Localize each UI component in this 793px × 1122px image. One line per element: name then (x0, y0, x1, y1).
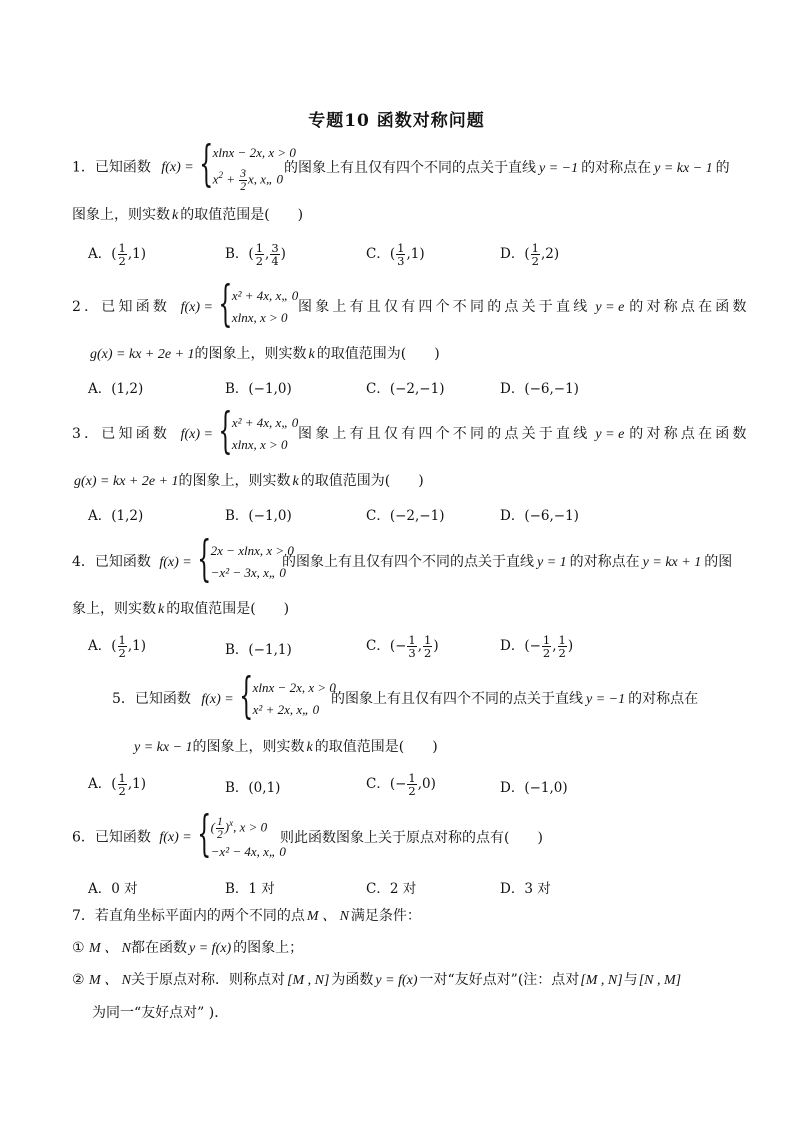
q5-option-c[interactable]: C．(− $\frac{1}{2}$ ,0) (366, 771, 436, 798)
piecewise-cases: x² + 4x, x„ 0 xlnx, x > 0 (231, 288, 299, 325)
q3-option-a[interactable]: A．(1,2) (88, 508, 144, 524)
question-3: 3．已知函数 f(x) = { x² + 4x, x„ 0 xlnx, x > 0 (72, 405, 299, 461)
question-3-number: 3．已知函数 (72, 426, 171, 442)
q5-option-a[interactable]: A．( $\frac{1}{2}$ ,1) (88, 771, 147, 798)
question-3-text: 图象上有且仅有四个不同的点关于直线 y = e 的对称点在函数 (298, 426, 750, 442)
question-4: 4．已知函数 f(x) = { 2x − xlnx, x > 0 −x² − 3x, x„ 0 (72, 533, 294, 589)
question-1 (72, 138, 296, 194)
q4-option-a[interactable]: A．( $\frac{1}{2}$ ,1) (88, 633, 147, 660)
q5-option-b[interactable]: B．(0,1) (225, 780, 281, 796)
q4-option-d[interactable]: D．(− $\frac{1}{2}$ , $\frac{1}{2}$ ) (500, 633, 574, 660)
q3-option-c[interactable]: C．(−2,−1) (366, 508, 445, 524)
question-3-text-line2: g(x) = kx + 2e + 1的图象上，则实数 k 的取值范围为( ) (74, 473, 424, 489)
q1-option-b[interactable]: B．( $\frac{1}{2}$ , $\frac{3}{4}$ ) (225, 241, 286, 268)
q2-option-b[interactable]: B．(−1,0) (225, 381, 292, 397)
condition-2-line2: 为同一“友好点对” )． (92, 1005, 229, 1021)
piecewise-brace: { (199, 138, 214, 194)
question-4-text-line2: 象上，则实数 k 的取值范围是( ) (72, 601, 290, 617)
question-5: 5．已知函数 f(x) = { xlnx − 2x, x > 0 x² + 2x, x„ 0 (112, 670, 336, 726)
q6-option-a[interactable]: A．0 对 (88, 881, 138, 897)
case-2: $x^2$ + $\frac{3}{2}$ x, x„ 0 (212, 167, 283, 193)
question-2-text: 图象上有且仅有四个不同的点关于直线 y = e 的对称点在函数 (298, 299, 750, 315)
piecewise-cases: ( $\frac{1}{2}$ )$^x$, x > 0 −x² − 4x, x„ 0 (211, 812, 286, 863)
question-4-text: 的图象上有且仅有四个不同的点关于直线 y = 1 的对称点在 y = kx + 1 的图 (282, 554, 733, 570)
question-6-text: 则此函数图象上关于原点对称的点有( ) (280, 830, 543, 846)
case-1: ( $\frac{1}{2}$ )$^x$, x > 0 (210, 815, 268, 841)
condition-2: ② M 、 N关于原点对称．则称点对 [M , N] 为函数 y = f(x) 一对“友好点对”(注：点对[M , N]与[N , M] (72, 972, 682, 988)
q2-option-a[interactable]: A．(1,2) (88, 381, 144, 397)
case-1: xlnx − 2x, x > 0 (212, 145, 296, 160)
q5-option-d[interactable]: D．(−1,0) (500, 780, 568, 796)
question-2-text-line2: g(x) = kx + 2e + 1的图象上，则实数 k 的取值范围为( ) (90, 346, 440, 362)
question-1-text-line2: 图象上，则实数 k 的取值范围是( ) (72, 207, 304, 223)
piecewise-brace: { (197, 808, 212, 864)
q3-option-b[interactable]: B．(−1,0) (225, 508, 292, 524)
piecewise-brace: { (218, 278, 233, 334)
question-1-number: 1．已知函数 (72, 159, 151, 176)
page-title: 专题10 函数对称问题 (308, 111, 485, 131)
question-2: 2．已知函数 f(x) = { x² + 4x, x„ 0 xlnx, x > 0 (72, 278, 299, 334)
piecewise-cases: x² + 4x, x„ 0 xlnx, x > 0 (231, 415, 299, 452)
q3-option-d[interactable]: D．(−6,−1) (500, 508, 579, 524)
question-5-number: 5．已知函数 (112, 691, 191, 707)
question-2-number: 2．已知函数 (72, 299, 171, 315)
q1-option-c[interactable]: C．( $\frac{1}{3}$ ,1) (366, 241, 425, 268)
piecewise-cases: 2x − xlnx, x > 0 −x² − 3x, x„ 0 (210, 543, 294, 580)
question-7: 7．若直角坐标平面内的两个不同的点 M 、 N 满足条件： (72, 908, 421, 924)
condition-1: ① M 、 N都在函数 y = f(x) 的图象上； (72, 940, 304, 956)
q2-option-c[interactable]: C．(−2,−1) (366, 381, 445, 397)
piecewise-brace: { (218, 405, 233, 461)
function-name: f(x) = (161, 160, 194, 176)
piecewise-brace: { (239, 670, 254, 726)
piecewise-cases: xlnx − 2x, x > 0 x² + 2x, x„ 0 (252, 680, 336, 717)
q1-option-d[interactable]: D．( $\frac{1}{2}$ ,2) (500, 241, 560, 268)
question-4-number: 4．已知函数 (72, 554, 151, 570)
q4-option-c[interactable]: C．(− $\frac{1}{3}$ , $\frac{1}{2}$ ) (366, 633, 439, 660)
q1-option-a[interactable]: A．( $\frac{1}{2}$ ,1) (88, 241, 147, 268)
q6-option-c[interactable]: C．2 对 (366, 881, 417, 897)
question-6: 6．已知函数 f(x) = { ( $\frac{1}{2}$ )$^x$, x > 0 −x² − 4x, x„ 0 (72, 808, 286, 864)
question-1-text: 的图象上有且仅有四个不同的点关于直线 y = −1 的对称点在 y = kx − 1 的 (284, 160, 730, 176)
piecewise-brace: { (197, 533, 212, 589)
question-5-text-line2: y = kx − 1的图象上，则实数 k 的取值范围是( ) (134, 739, 438, 755)
fraction: $\frac{3}{2}$ (240, 167, 246, 193)
q2-option-d[interactable]: D．(−6,−1) (500, 381, 579, 397)
question-6-number: 6．已知函数 (72, 829, 151, 846)
q4-option-b[interactable]: B．(−1,1) (225, 642, 292, 658)
question-5-text: 的图象上有且仅有四个不同的点关于直线 y = −1 的对称点在 (331, 691, 699, 707)
q6-option-d[interactable]: D．3 对 (500, 881, 551, 897)
q6-option-b[interactable]: B．1 对 (225, 881, 275, 897)
